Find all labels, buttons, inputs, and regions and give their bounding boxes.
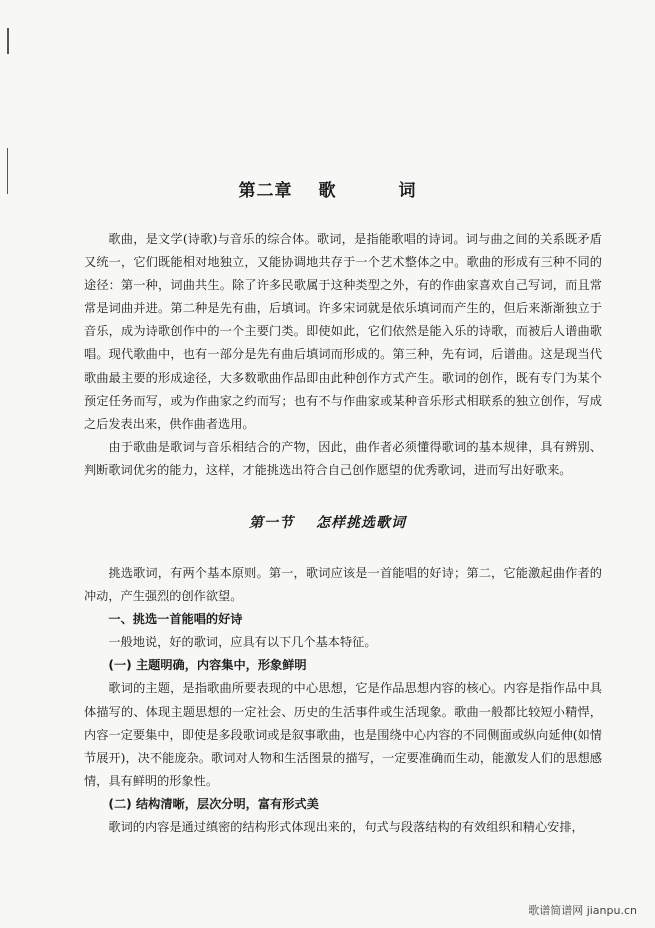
- section-number: 第一节: [249, 515, 294, 531]
- section-title-text: 怎样挑选歌词: [316, 515, 406, 531]
- chapter-title: [0, 176, 655, 201]
- intro-paragraph-1: 歌曲，是文学(诗歌)与音乐的综合体。歌词，是指能歌唱的诗词。词与曲之间的关系既矛盾又统一，它们既能相对地独立，又能协调地共存于一个艺术整体之中。歌曲的形成有三种不同的途径：第一种，词曲共生。除了许多民歌属于这种类型之外，有的作曲家喜欢自己写词，而且常常是词曲并进。第二种是先有曲，后填词。许多宋词就是依乐填词而产生的，但后来渐渐独立于音乐，成为诗歌创作中的一个主要门类。即使如此，它们依然是能入乐的诗歌，而被后人谱曲歌唱。现代歌曲中，也有一部分是先有曲后填词而形成的。第三种，先有词，后谱曲。这是现当代歌曲最主要的形成途径，大多数歌曲作品即由此种创作方式产生。歌词的创作，既有专门为某个预定任务而写，或为作曲家之约而写；也有不与作曲家或某种音乐形式相联系的独立创作，写成之后发表出来，供作曲者选用。: [84, 232, 602, 431]
- section-body: [84, 562, 602, 839]
- subsection-heading-1: 一、挑选一首能唱的好诗: [108, 612, 243, 627]
- chapter-number: 第二章: [238, 181, 293, 201]
- item-2-text: 歌词的内容是通过缜密的结构形式体现出来的，句式与段落结构的有效组织和精心安排，: [108, 820, 584, 835]
- item-heading-2: (二) 结构清晰，层次分明，富有形式美: [108, 796, 319, 811]
- chapter-title-char-1: 歌: [318, 181, 337, 201]
- site-watermark: 歌谱简谱网 jianpu.cn: [528, 904, 637, 917]
- chapter-title-char-2: 词: [398, 181, 417, 201]
- subsection-1-text: 一般地说，好的歌词，应具有以下几个基本特征。: [108, 635, 377, 650]
- item-heading-1: (一) 主题明确，内容集中，形象鲜明: [108, 658, 307, 673]
- section-title: [0, 512, 655, 532]
- section-intro-paragraph: 挑选歌词，有两个基本原则。第一，歌词应该是一首能唱的好诗；第二，它能激起曲作者的冲动，产生强烈的创作欲望。: [84, 566, 602, 604]
- intro-paragraph-2: 由于歌曲是歌词与音乐相结合的产物，因此，曲作者必须懂得歌词的基本规律，具有辨别、判断歌词优劣的能力，这样，才能挑选出符合自己创作愿望的优秀歌词，进而写出好歌来。: [84, 439, 602, 477]
- scan-edge-mark: [7, 28, 9, 54]
- item-1-text: 歌词的主题，是指歌曲所要表现的中心思想，它是作品思想内容的核心。内容是指作品中具体描写的、体现主题思想的一定社会、历史的生活事件或生活现象。歌曲一般都比较短小精悍，内容一定要集中，即使是多段歌词或是叙事歌曲，也是围绕中心内容的不同侧面或纵向延伸(如情节展开)，决不能庞杂。歌词对人物和生活图景的描写，一定要准确而生动，能激发人们的思想感情，具有鲜明的形象性。: [84, 681, 602, 788]
- chapter-intro: [84, 228, 602, 482]
